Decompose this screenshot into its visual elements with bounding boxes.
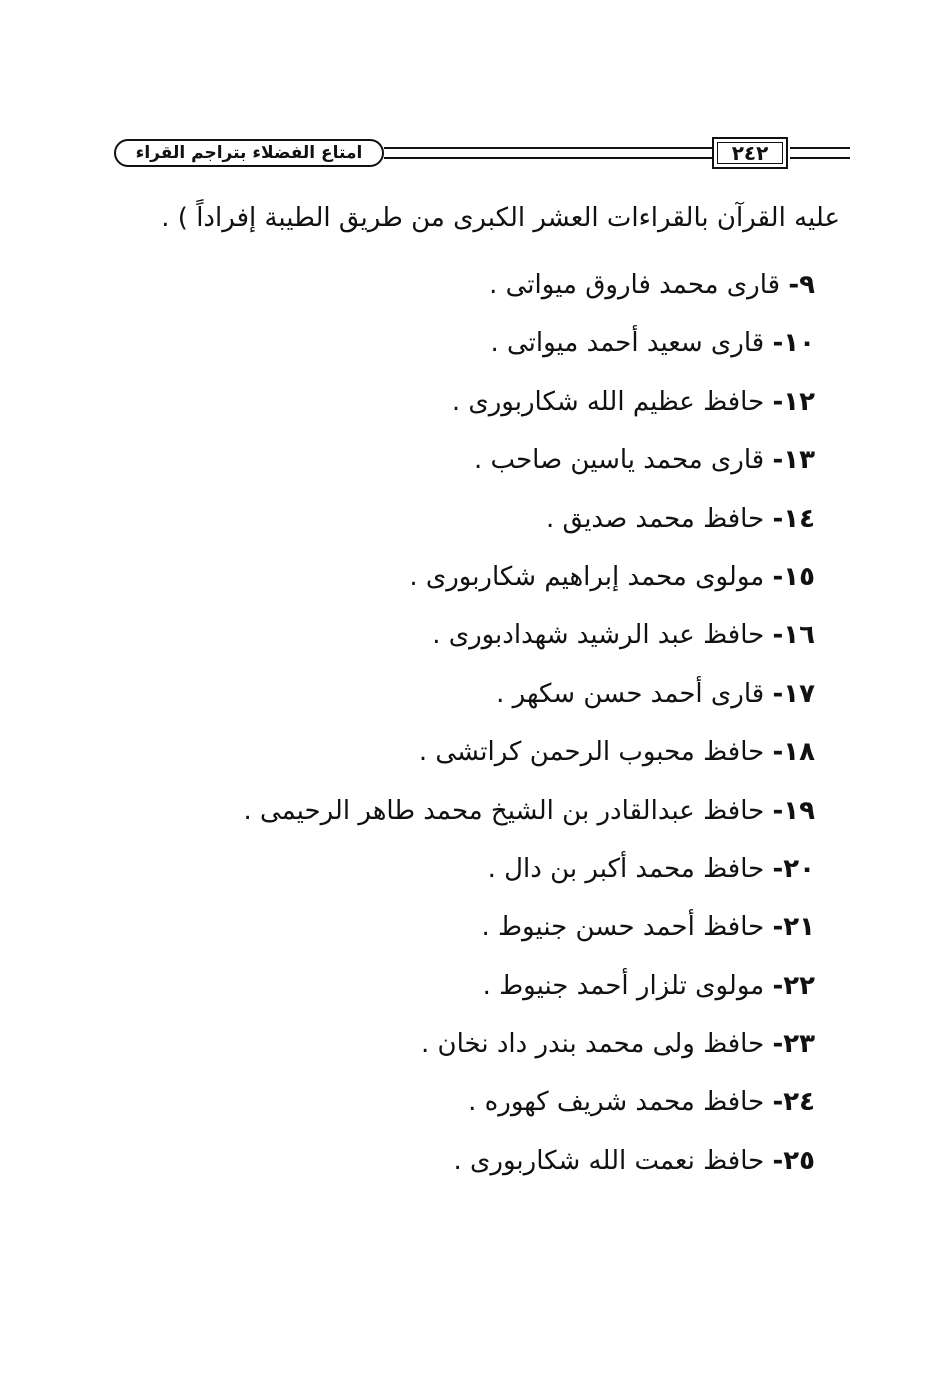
list-item: [243, 1015, 815, 1073]
list-item: [243, 782, 815, 840]
item-text: حافظ محمد أكبر بن دال .: [487, 853, 765, 884]
list-item: [243, 606, 815, 664]
item-text: حافظ محمد صديق .: [545, 503, 765, 534]
item-number: ٩-: [788, 270, 815, 300]
header-rule-middle-bottom: [384, 157, 712, 159]
list-item: [243, 373, 815, 431]
list-item: [243, 548, 815, 606]
header-rule-right-top: [790, 147, 850, 149]
item-number: ١٣-: [772, 445, 815, 476]
list-item: [243, 314, 815, 372]
item-number: ٢٥-: [772, 1145, 815, 1176]
item-number: ١٤-: [772, 503, 815, 534]
item-number: ٢٠-: [772, 853, 815, 884]
list-item: [243, 1073, 815, 1131]
list-item: [243, 431, 815, 489]
item-number: ٢١-: [772, 912, 815, 943]
item-text: قارى محمد فاروق ميواتى .: [489, 270, 781, 300]
item-number: ١٥-: [772, 561, 815, 592]
list-item: [243, 898, 815, 956]
item-text: مولوى محمد إبراهيم شكاربورى .: [409, 561, 765, 592]
item-text: حافظ عظيم الله شكاربورى .: [451, 386, 765, 417]
item-text: حافظ ولى محمد بندر داد نخان .: [420, 1029, 765, 1060]
item-text: حافظ محبوب الرحمن كراتشى .: [418, 737, 765, 768]
list-item: [243, 840, 815, 898]
item-number: ١٩-: [772, 795, 815, 826]
item-text: قارى سعيد أحمد ميواتى .: [490, 328, 765, 359]
item-text: قارى محمد ياسين صاحب .: [474, 445, 765, 476]
list-item: [243, 665, 815, 723]
page-number: ٢٤٢: [712, 137, 788, 169]
item-text: مولوى تلزار أحمد جنيوط .: [482, 970, 765, 1001]
item-text: حافظ نعمت الله شكاربورى .: [453, 1145, 765, 1176]
header-rule-right-bottom: [790, 157, 850, 159]
book-title: امتاع الفضلاء بتراجم القراء: [114, 139, 384, 167]
item-text: حافظ عبدالقادر بن الشيخ محمد طاهر الرحيمى .: [243, 795, 765, 826]
item-number: ١٠-: [772, 328, 815, 359]
item-text: حافظ محمد شريف كهوره .: [468, 1087, 765, 1118]
item-number: ٢٤-: [772, 1087, 815, 1118]
list-item: [243, 723, 815, 781]
item-number: ١٦-: [772, 620, 815, 651]
reciters-list: [243, 256, 815, 1190]
item-number: ١٢-: [772, 386, 815, 417]
item-number: ٢٢-: [772, 970, 815, 1001]
item-text: حافظ أحمد حسن جنيوط .: [481, 912, 765, 943]
item-number: ١٨-: [772, 737, 815, 768]
item-text: حافظ عبد الرشيد شهدادبورى .: [432, 620, 765, 651]
header-rule-middle-top: [384, 147, 712, 149]
item-number: ١٧-: [772, 678, 815, 709]
list-item: [243, 256, 815, 314]
lead-paragraph: عليه القرآن بالقراءات العشر الكبرى من طريق الطيبة إفراداً ) .: [161, 203, 840, 233]
running-header: [110, 135, 850, 173]
list-item: [243, 1132, 815, 1190]
item-text: قارى أحمد حسن سكهر .: [496, 678, 765, 709]
list-item: [243, 957, 815, 1015]
list-item: [243, 490, 815, 548]
item-number: ٢٣-: [772, 1029, 815, 1060]
